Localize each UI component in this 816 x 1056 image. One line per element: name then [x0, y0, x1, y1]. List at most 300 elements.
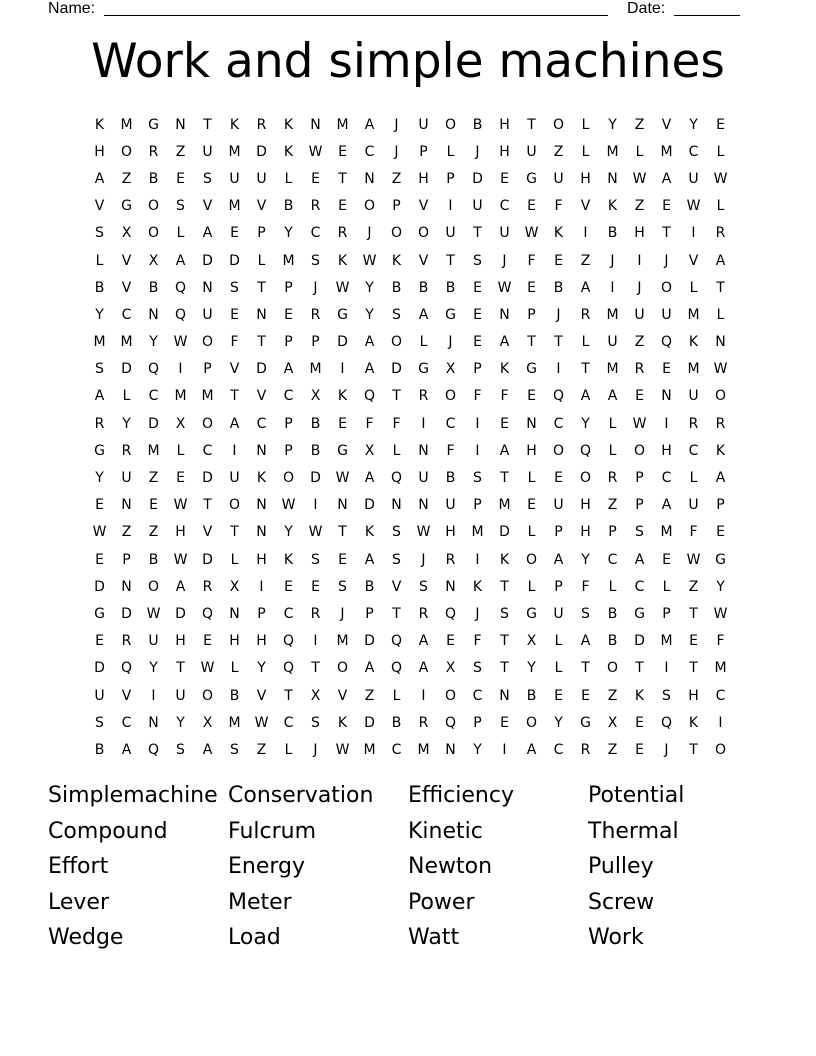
grid-letter: N: [391, 497, 402, 514]
grid-letter: S: [230, 279, 239, 296]
grid-letter: S: [473, 660, 482, 677]
grid-letter: E: [473, 334, 482, 351]
grid-letter: R: [580, 741, 591, 758]
grid-row: [86, 437, 734, 464]
grid-letter: D: [94, 660, 105, 677]
grid-letter: Q: [201, 605, 214, 622]
grid-letter: S: [95, 714, 104, 731]
grid-letter: I: [502, 741, 507, 758]
grid-letter: G: [526, 170, 537, 187]
grid-letter: B: [607, 633, 618, 650]
grid-letter: D: [256, 361, 267, 378]
word-search-grid: [86, 111, 734, 764]
grid-letter: O: [444, 388, 457, 405]
grid-letter: Z: [688, 578, 699, 595]
grid-letter: U: [688, 388, 699, 405]
grid-letter: A: [580, 388, 591, 405]
grid-letter: T: [527, 116, 536, 133]
grid-letter: A: [607, 388, 618, 405]
grid-letter: H: [499, 143, 510, 160]
grid-letter: O: [714, 388, 727, 405]
grid-letter: N: [121, 578, 132, 595]
grid-letter: O: [390, 225, 403, 242]
grid-letter: R: [445, 551, 456, 568]
grid-letter: Y: [527, 660, 536, 677]
grid-letter: H: [580, 497, 591, 514]
grid-letter: D: [229, 252, 240, 269]
grid-letter: D: [364, 633, 375, 650]
grid-letter: R: [418, 388, 429, 405]
grid-letter: B: [94, 279, 105, 296]
grid-letter: Q: [390, 633, 403, 650]
grid-letter: Z: [256, 741, 267, 758]
grid-letter: R: [607, 470, 618, 487]
grid-letter: Q: [147, 741, 160, 758]
grid-letter: H: [445, 524, 456, 541]
word-list-item: Newton: [408, 854, 493, 879]
grid-letter: H: [688, 687, 699, 704]
grid-letter: L: [635, 143, 644, 160]
grid-letter: P: [311, 334, 320, 351]
grid-letter: B: [94, 741, 105, 758]
grid-letter: L: [527, 578, 536, 595]
grid-letter: L: [608, 578, 617, 595]
grid-letter: G: [580, 714, 591, 731]
grid-letter: C: [364, 143, 375, 160]
grid-letter: M: [282, 252, 295, 269]
grid-letter: H: [661, 442, 672, 459]
grid-letter: Y: [581, 551, 590, 568]
grid-letter: A: [202, 741, 213, 758]
name-label: Name:: [48, 0, 96, 17]
grid-letter: Y: [473, 741, 482, 758]
grid-letter: P: [554, 578, 563, 595]
grid-letter: A: [418, 633, 429, 650]
grid-letter: M: [714, 660, 727, 677]
grid-letter: E: [635, 388, 644, 405]
grid-letter: M: [201, 388, 214, 405]
grid-letter: P: [284, 334, 293, 351]
grid-letter: N: [310, 116, 321, 133]
grid-letter: I: [610, 279, 615, 296]
grid-letter: O: [336, 660, 349, 677]
grid-letter: B: [418, 279, 429, 296]
grid-letter: N: [445, 741, 456, 758]
grid-letter: Q: [120, 660, 133, 677]
grid-letter: G: [337, 306, 348, 323]
grid-letter: C: [121, 714, 132, 731]
word-list-item: Fulcrum: [228, 818, 317, 844]
grid-letter: F: [554, 198, 563, 215]
grid-row: [86, 410, 734, 437]
grid-letter: M: [228, 714, 241, 731]
grid-letter: L: [176, 225, 185, 242]
grid-letter: Y: [95, 306, 104, 323]
grid-letter: R: [256, 116, 267, 133]
grid-letter: L: [527, 524, 536, 541]
grid-letter: L: [581, 143, 590, 160]
grid-letter: G: [337, 442, 348, 459]
grid-letter: H: [526, 442, 537, 459]
grid-letter: P: [473, 497, 482, 514]
grid-letter: V: [256, 388, 267, 405]
grid-letter: W: [92, 524, 107, 541]
grid-letter: F: [365, 415, 374, 432]
grid-letter: D: [391, 361, 402, 378]
grid-letter: W: [497, 279, 512, 296]
grid-letter: X: [121, 225, 132, 242]
grid-letter: T: [662, 225, 671, 242]
grid-letter: M: [120, 334, 133, 351]
grid-letter: R: [310, 198, 321, 215]
grid-letter: T: [284, 687, 293, 704]
grid-letter: W: [362, 252, 377, 269]
grid-letter: K: [283, 551, 294, 568]
grid-letter: U: [607, 334, 618, 351]
grid-letter: O: [714, 741, 727, 758]
grid-letter: L: [554, 633, 563, 650]
grid-letter: S: [311, 714, 320, 731]
grid-letter: A: [715, 470, 726, 487]
grid-row: [86, 682, 734, 709]
grid-letter: W: [335, 279, 350, 296]
grid-letter: C: [283, 388, 294, 405]
grid-row: [86, 464, 734, 491]
grid-letter: F: [716, 633, 725, 650]
grid-letter: B: [148, 279, 159, 296]
grid-letter: A: [634, 551, 645, 568]
grid-letter: F: [689, 524, 698, 541]
grid-letter: V: [418, 252, 429, 269]
grid-letter: J: [394, 116, 399, 133]
grid-letter: I: [340, 361, 345, 378]
grid-letter: X: [445, 660, 456, 677]
grid-letter: B: [607, 605, 618, 622]
grid-letter: G: [634, 605, 645, 622]
grid-letter: N: [256, 442, 267, 459]
grid-letter: L: [689, 470, 698, 487]
grid-letter: U: [472, 198, 483, 215]
word-list-item: Load: [228, 925, 281, 950]
grid-letter: L: [284, 170, 293, 187]
grid-letter: D: [337, 334, 348, 351]
grid-letter: N: [256, 524, 267, 541]
grid-letter: W: [281, 497, 296, 514]
grid-letter: P: [527, 306, 536, 323]
grid-letter: Z: [634, 334, 645, 351]
grid-letter: Z: [634, 116, 645, 133]
grid-letter: W: [632, 170, 647, 187]
grid-letter: E: [689, 633, 698, 650]
grid-letter: L: [716, 198, 725, 215]
grid-letter: T: [176, 660, 185, 677]
grid-letter: P: [608, 524, 617, 541]
grid-letter: K: [283, 116, 294, 133]
grid-letter: E: [284, 578, 293, 595]
grid-letter: P: [257, 605, 266, 622]
grid-letter: S: [473, 252, 482, 269]
grid-letter: A: [418, 660, 429, 677]
grid-letter: F: [500, 388, 509, 405]
grid-letter: U: [526, 143, 537, 160]
grid-letter: N: [526, 415, 537, 432]
grid-letter: C: [499, 198, 510, 215]
grid-letter: M: [228, 143, 241, 160]
grid-letter: B: [445, 470, 456, 487]
page-title: Work and simple machines: [91, 34, 725, 89]
grid-letter: S: [635, 524, 644, 541]
grid-letter: L: [608, 415, 617, 432]
word-list-item: Watt: [408, 925, 460, 950]
grid-letter: T: [689, 660, 698, 677]
grid-letter: J: [637, 279, 642, 296]
grid-letter: L: [608, 442, 617, 459]
grid-letter: M: [660, 143, 673, 160]
grid-row: [86, 519, 734, 546]
grid-letter: Y: [716, 578, 725, 595]
grid-letter: J: [556, 306, 561, 323]
grid-letter: C: [283, 714, 294, 731]
grid-letter: P: [446, 170, 455, 187]
grid-letter: E: [473, 279, 482, 296]
grid-letter: E: [95, 497, 104, 514]
grid-letter: V: [94, 198, 105, 215]
grid-letter: K: [229, 116, 240, 133]
grid-letter: M: [498, 497, 511, 514]
grid-letter: A: [499, 442, 510, 459]
word-list-item: Kinetic: [408, 818, 483, 844]
grid-letter: S: [311, 252, 320, 269]
grid-letter: D: [94, 578, 105, 595]
grid-letter: E: [176, 470, 185, 487]
grid-letter: E: [284, 306, 293, 323]
grid-letter: Y: [365, 306, 374, 323]
grid-letter: U: [94, 687, 105, 704]
grid-letter: P: [284, 415, 293, 432]
grid-letter: K: [688, 334, 699, 351]
grid-letter: P: [392, 198, 401, 215]
grid-letter: E: [635, 741, 644, 758]
grid-letter: X: [229, 578, 240, 595]
grid-letter: H: [256, 551, 267, 568]
grid-letter: E: [527, 497, 536, 514]
grid-letter: L: [662, 578, 671, 595]
grid-letter: Z: [391, 170, 402, 187]
grid-letter: R: [310, 605, 321, 622]
grid-letter: N: [256, 497, 267, 514]
grid-letter: O: [525, 714, 538, 731]
grid-letter: J: [340, 605, 345, 622]
grid-letter: M: [606, 306, 619, 323]
grid-letter: O: [228, 497, 241, 514]
grid-letter: K: [607, 198, 618, 215]
grid-letter: T: [392, 605, 401, 622]
grid-letter: Q: [363, 388, 376, 405]
grid-letter: N: [175, 116, 186, 133]
grid-letter: V: [121, 279, 132, 296]
grid-letter: N: [229, 605, 240, 622]
grid-letter: E: [500, 415, 509, 432]
grid-letter: E: [716, 524, 725, 541]
grid-letter: O: [525, 551, 538, 568]
grid-letter: D: [364, 497, 375, 514]
grid-letter: S: [176, 741, 185, 758]
name-blank-line: [104, 15, 608, 16]
grid-letter: Z: [553, 143, 564, 160]
grid-row: [86, 573, 734, 600]
word-list-item: Lever: [48, 889, 110, 915]
grid-letter: U: [229, 170, 240, 187]
grid-letter: C: [553, 415, 564, 432]
grid-letter: F: [527, 252, 536, 269]
grid-letter: B: [364, 578, 375, 595]
grid-letter: U: [148, 633, 159, 650]
worksheet-header: [0, 0, 816, 20]
grid-letter: A: [229, 415, 240, 432]
grid-row: [86, 329, 734, 356]
grid-letter: S: [392, 306, 401, 323]
grid-letter: V: [121, 687, 132, 704]
grid-letter: K: [283, 143, 294, 160]
grid-letter: X: [607, 714, 618, 731]
grid-letter: F: [473, 388, 482, 405]
grid-letter: H: [418, 170, 429, 187]
word-list-item: Power: [408, 889, 475, 915]
grid-letter: S: [662, 687, 671, 704]
grid-letter: S: [419, 578, 428, 595]
grid-letter: A: [715, 252, 726, 269]
grid-letter: L: [446, 143, 455, 160]
grid-letter: A: [580, 279, 591, 296]
grid-letter: E: [716, 116, 725, 133]
grid-letter: I: [691, 225, 696, 242]
grid-row: [86, 356, 734, 383]
grid-letter: R: [121, 442, 132, 459]
grid-letter: L: [284, 741, 293, 758]
grid-letter: Y: [554, 714, 563, 731]
grid-letter: O: [660, 279, 673, 296]
grid-letter: K: [337, 388, 348, 405]
grid-letter: B: [229, 687, 240, 704]
grid-letter: B: [472, 116, 483, 133]
grid-letter: P: [284, 442, 293, 459]
grid-letter: K: [715, 442, 726, 459]
grid-letter: T: [311, 660, 320, 677]
grid-letter: Q: [174, 306, 187, 323]
grid-letter: T: [392, 388, 401, 405]
grid-letter: D: [175, 605, 186, 622]
grid-letter: E: [338, 198, 347, 215]
grid-letter: N: [499, 306, 510, 323]
grid-letter: B: [310, 442, 321, 459]
grid-letter: O: [552, 116, 565, 133]
grid-letter: T: [203, 116, 212, 133]
grid-letter: E: [527, 198, 536, 215]
grid-letter: R: [418, 714, 429, 731]
grid-letter: T: [689, 741, 698, 758]
grid-letter: Z: [175, 143, 186, 160]
grid-letter: K: [472, 578, 483, 595]
grid-letter: M: [363, 741, 376, 758]
grid-letter: P: [473, 714, 482, 731]
grid-letter: K: [94, 116, 105, 133]
grid-letter: H: [256, 633, 267, 650]
grid-letter: D: [256, 143, 267, 160]
grid-letter: E: [176, 170, 185, 187]
grid-letter: T: [527, 334, 536, 351]
grid-letter: A: [175, 578, 186, 595]
grid-letter: W: [686, 551, 701, 568]
grid-row: [86, 492, 734, 519]
grid-letter: O: [201, 415, 214, 432]
grid-letter: W: [524, 225, 539, 242]
grid-letter: V: [202, 524, 213, 541]
grid-letter: I: [637, 252, 642, 269]
grid-letter: O: [120, 143, 133, 160]
grid-letter: M: [606, 143, 619, 160]
grid-letter: E: [230, 225, 239, 242]
grid-row: [86, 165, 734, 192]
word-list-item: Thermal: [588, 818, 679, 844]
grid-letter: W: [713, 605, 728, 622]
grid-letter: S: [581, 605, 590, 622]
grid-letter: Q: [444, 714, 457, 731]
grid-letter: M: [228, 198, 241, 215]
grid-letter: Y: [689, 116, 698, 133]
grid-letter: L: [230, 551, 239, 568]
grid-letter: S: [311, 551, 320, 568]
grid-letter: C: [148, 388, 159, 405]
grid-letter: B: [283, 198, 294, 215]
grid-letter: I: [313, 633, 318, 650]
grid-letter: A: [526, 741, 537, 758]
grid-letter: J: [448, 334, 453, 351]
grid-letter: P: [419, 143, 428, 160]
grid-letter: C: [256, 415, 267, 432]
grid-letter: Y: [122, 415, 131, 432]
grid-letter: N: [418, 497, 429, 514]
grid-letter: G: [121, 198, 132, 215]
grid-letter: U: [202, 143, 213, 160]
grid-letter: S: [95, 361, 104, 378]
grid-letter: L: [176, 442, 185, 459]
word-list-item: Screw: [588, 889, 655, 915]
grid-letter: J: [313, 741, 318, 758]
grid-letter: G: [526, 605, 537, 622]
grid-letter: O: [147, 198, 160, 215]
grid-letter: A: [202, 225, 213, 242]
grid-letter: U: [661, 306, 672, 323]
grid-letter: W: [146, 605, 161, 622]
grid-letter: U: [418, 116, 429, 133]
grid-letter: M: [660, 524, 673, 541]
grid-letter: H: [580, 524, 591, 541]
grid-letter: U: [553, 605, 564, 622]
grid-letter: R: [580, 306, 591, 323]
grid-letter: Z: [148, 524, 159, 541]
grid-letter: C: [634, 578, 645, 595]
grid-letter: Y: [581, 415, 590, 432]
grid-letter: H: [175, 633, 186, 650]
grid-letter: R: [688, 415, 699, 432]
grid-letter: I: [664, 660, 669, 677]
grid-letter: W: [686, 198, 701, 215]
grid-letter: Y: [284, 225, 293, 242]
grid-letter: L: [581, 334, 590, 351]
grid-letter: E: [581, 687, 590, 704]
grid-letter: I: [475, 415, 480, 432]
grid-row: [86, 628, 734, 655]
